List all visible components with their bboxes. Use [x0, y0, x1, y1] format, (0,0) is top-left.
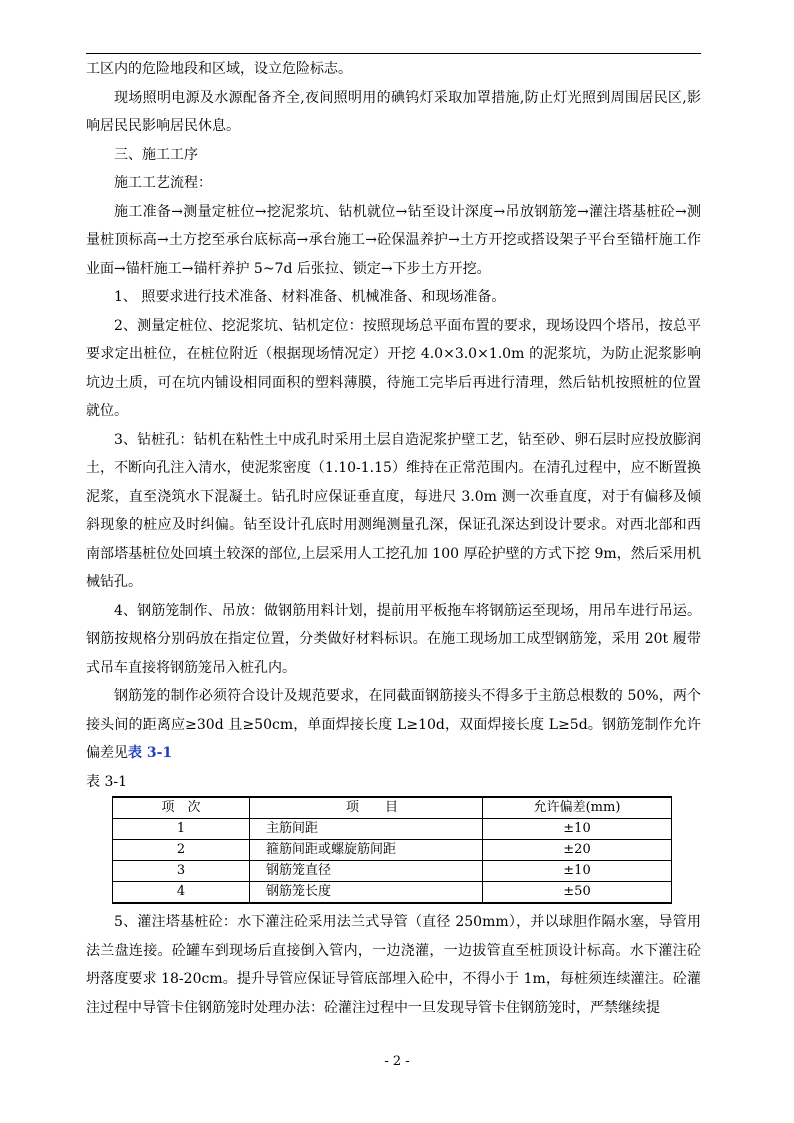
paragraph: 5、灌注塔基桩砼：水下灌注砼采用法兰式导管（直径 250mm），并以球胆作隔水塞，导管用法兰盘连接。砼罐车到现场后直接倒入管内，一边浇灌，一边拔管直至桩顶设计标高。水下灌注砼坍落度要求 18-20cm。提升导管应保证导管底部埋入砼中，不得小于 1m，每桩须连续灌注。砼灌注过程中导管卡住钢筋笼时处理办法：砼灌注过程中一旦发现导管卡住钢筋笼时，严禁继续提 — [86, 914, 701, 1016]
cell-item-number: 4 — [113, 882, 250, 904]
table-body — [113, 819, 672, 904]
cell-tolerance: ±20 — [483, 840, 672, 861]
cell-item-number: 2 — [113, 840, 250, 861]
header-item-number: 项 次 — [113, 797, 250, 819]
paragraph: 工区内的危险地段和区域，设立危险标志。 — [86, 61, 352, 77]
paragraph: 施工准备→测量定桩位→挖泥浆坑、钻机就位→钻至设计深度→吊放钢筋笼→灌注塔基桩砼→测量桩顶标高→土方挖至承台底标高→承台施工→砼保温养护→土方开挖或搭设架子平台至锚杆施工作业面→锚杆施工→锚杆养护 5~7d 后张拉、锁定→下步土方开挖。 — [86, 203, 701, 277]
header-tolerance: 允许偏差(mm) — [483, 797, 672, 819]
paragraph: 3、钻桩孔：钻机在粘性土中成孔时采用土层自造泥浆护壁工艺，钻至砂、卵石层时应投放膨润土，不断向孔注入清水，使泥浆密度（1.10-1.15）维持在正常范围内。在清孔过程中，应不断置换泥浆，直至浇筑水下混凝土。钻孔时应保证垂直度，每进尺 3.0m 测一次垂直度，对于有偏移及倾斜现象的桩应及时纠偏。钻至设计孔底时用测绳测量孔深，保证孔深达到设计要求。对西北部和西南部塔基桩位处回填土较深的部位,上层采用人工挖孔加 100 厚砼护壁的方式下挖 9m，然后采用机械钻孔。 — [86, 431, 701, 590]
table-row — [113, 861, 672, 882]
table-reference-link[interactable]: 表 3-1 — [128, 745, 173, 761]
cell-tolerance: ±50 — [483, 882, 672, 904]
cell-item-name: 钢筋笼直径 — [250, 861, 483, 882]
tolerance-table — [112, 796, 672, 904]
body-text — [86, 55, 701, 1022]
table-row — [113, 882, 672, 904]
header-item-name: 项 目 — [250, 797, 483, 819]
paragraph-group-bottom — [86, 908, 701, 1022]
cell-item-name: 主筋间距 — [250, 819, 483, 840]
paragraph-text: 钢筋笼的制作必须符合设计及规范要求，在同截面钢筋接头不得多于主筋总根数的 50%，两个接头间的距离应≥30d 且≥50cm，单面焊接长度 L≥10d，双面焊接长度 L≥5d。钢筋笼制作允许偏差见 — [86, 688, 701, 761]
table-row — [113, 840, 672, 861]
table-caption: 表 3-1 — [86, 773, 127, 790]
cell-item-number: 3 — [113, 861, 250, 882]
table-header-row — [113, 797, 672, 819]
paragraph: 三、施工工序 — [114, 146, 198, 163]
page-number: - 2 - — [384, 1054, 410, 1069]
paragraph: 现场照明电源及水源配备齐全,夜间照明用的碘钨灯采取加罩措施,防止灯光照到周围居民区,影响居民民影响居民休息。 — [86, 89, 701, 134]
cell-tolerance: ±10 — [483, 861, 672, 882]
cell-item-number: 1 — [113, 819, 250, 840]
paragraph: 2、测量定桩位、挖泥浆坑、钻机定位：按照现场总平面布置的要求，现场设四个塔吊，按总平要求定出桩位，在桩位附近（根据现场情况定）开挖 4.0×3.0×1.0m 的泥浆坑，为防止泥浆影响坑边土质，可在坑内铺设相同面积的塑料薄膜，待施工完毕后再进行清理，然后钻机按照桩的位置就位。 — [86, 317, 701, 419]
table-row — [113, 819, 672, 840]
cell-item-name: 钢筋笼长度 — [250, 882, 483, 904]
cell-tolerance: ±10 — [483, 819, 672, 840]
paragraph: 4、钢筋笼制作、吊放：做钢筋用料计划，提前用平板拖车将钢筋运至现场，用吊车进行吊运。钢筋按规格分别码放在指定位置，分类做好材料标识。在施工现场加工成型钢筋笼，采用 20t 履带式吊车直接将钢筋笼吊入桩孔内。 — [86, 602, 701, 676]
paragraph: 1、 照要求进行技术准备、材料准备、机械准备、和现场准备。 — [114, 289, 506, 305]
paragraph: 施工工艺流程： — [114, 175, 212, 191]
header-rule — [86, 53, 701, 54]
cell-item-name: 箍筋间距或螺旋筋间距 — [250, 840, 483, 861]
paragraph-steel-cage-requirements — [86, 682, 701, 768]
paragraph-group-top — [86, 55, 701, 682]
